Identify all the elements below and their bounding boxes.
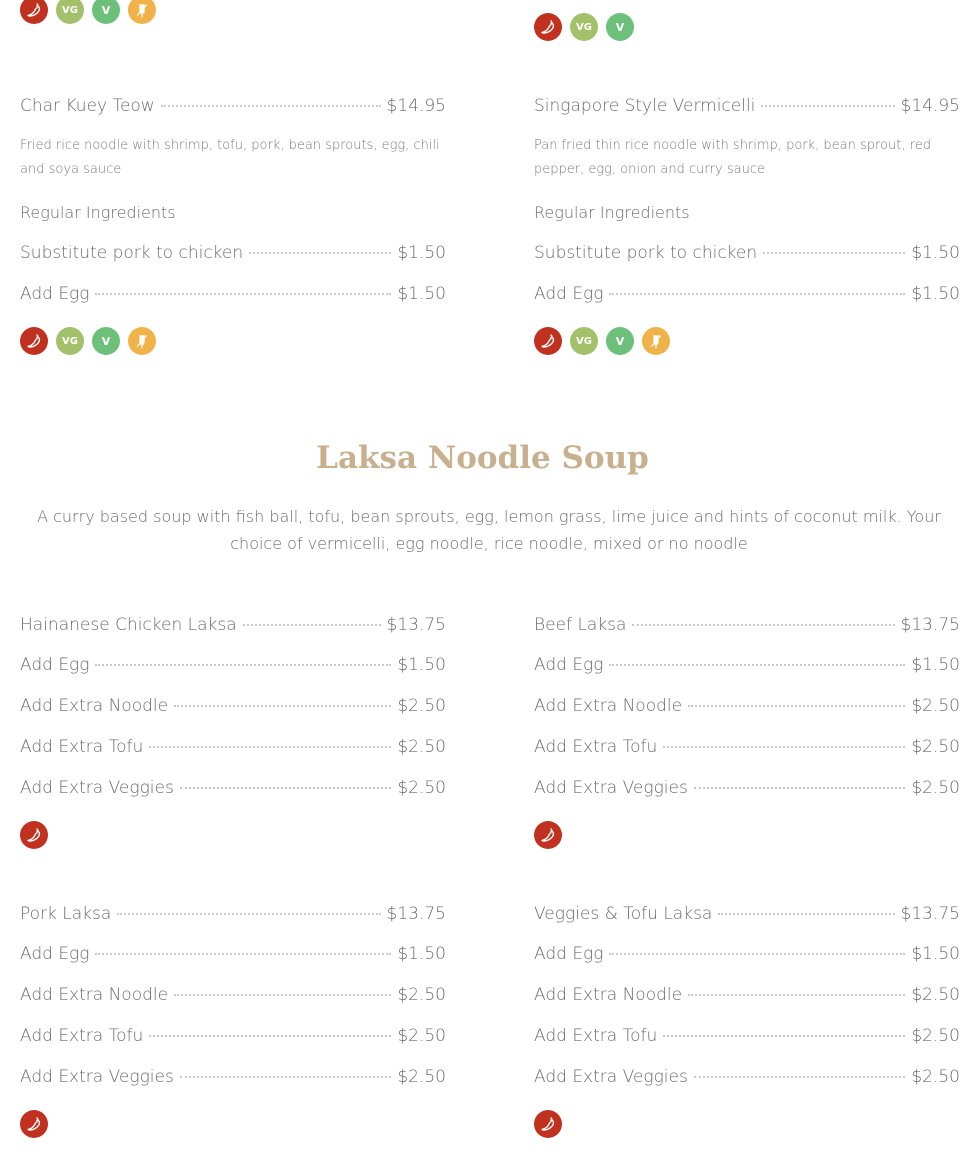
chili-icon	[534, 821, 562, 849]
item-description: Pan fried thin rice noodle with shrimp, pork, bean sprout, red pepper, egg, onion and curry sauce	[534, 138, 931, 177]
addon-name: Substitute pork to chicken	[20, 243, 244, 263]
addon-row	[534, 1067, 960, 1091]
menu-item-singapore-vermicelli	[534, 96, 960, 120]
section-description: A curry based soup with fish ball, tofu, bean sprouts, egg, lemon grass, lime juice and hints of coconut milk. Your choice of vermicelli, egg noodle, rice noodle, mixed or no noodle	[37, 507, 941, 553]
dot-leader	[609, 293, 905, 295]
addon-price: $1.50	[911, 284, 960, 304]
addon-row	[534, 696, 960, 720]
addon-price: $2.50	[397, 1026, 446, 1046]
addon-price: $2.50	[911, 778, 960, 798]
vegetarian-icon: V	[92, 0, 120, 24]
dietary-icons-top-right	[534, 13, 634, 41]
addon-row	[20, 985, 446, 1009]
item-price: $13.75	[900, 904, 960, 924]
addon-price: $2.50	[911, 696, 960, 716]
dot-leader	[694, 1076, 906, 1078]
dietary-icons	[534, 1110, 562, 1138]
addon-name: Add Extra Veggies	[534, 1067, 688, 1087]
dot-leader	[174, 994, 391, 996]
addon-row	[534, 1026, 960, 1050]
addon-name: Add Extra Tofu	[534, 1026, 658, 1046]
item-name: Char Kuey Teow	[20, 96, 155, 116]
addon-row	[20, 655, 446, 679]
dot-leader	[161, 105, 381, 107]
addon-name: Add Extra Noodle	[534, 696, 683, 716]
addon-row	[534, 243, 960, 267]
dot-leader	[663, 1035, 905, 1037]
addon-price: $2.50	[911, 737, 960, 757]
addon-name: Add Extra Veggies	[534, 778, 688, 798]
menu-item-char-kuey-teow	[20, 96, 446, 120]
vegan-icon: VG	[56, 327, 84, 355]
dot-leader	[117, 913, 380, 915]
addon-price: $1.50	[397, 243, 446, 263]
gluten-free-icon	[642, 327, 670, 355]
dot-leader	[609, 664, 905, 666]
dietary-icons	[534, 821, 562, 849]
item-name: Hainanese Chicken Laksa	[20, 615, 237, 635]
item-name: Singapore Style Vermicelli	[534, 96, 756, 116]
item-price: $14.95	[386, 96, 446, 116]
addon-name: Add Extra Noodle	[534, 985, 683, 1005]
addon-price: $1.50	[397, 944, 446, 964]
addon-price: $2.50	[911, 985, 960, 1005]
addon-price: $1.50	[911, 655, 960, 675]
addon-name: Add Extra Tofu	[20, 737, 144, 757]
vegan-icon: VG	[56, 0, 84, 24]
chili-icon	[534, 327, 562, 355]
addon-row	[534, 944, 960, 968]
dot-leader	[632, 624, 894, 626]
vegetarian-icon: V	[92, 327, 120, 355]
addon-row	[534, 778, 960, 802]
chili-icon	[534, 13, 562, 41]
addon-name: Add Extra Veggies	[20, 1067, 174, 1087]
addon-price: $1.50	[911, 243, 960, 263]
chili-icon	[20, 327, 48, 355]
dot-leader	[609, 953, 905, 955]
addon-name: Add Extra Tofu	[534, 737, 658, 757]
dietary-icons	[20, 821, 48, 849]
dot-leader	[95, 953, 391, 955]
section-title: Laksa Noodle Soup	[316, 440, 649, 476]
item-price: $13.75	[900, 615, 960, 635]
dot-leader	[95, 664, 391, 666]
dietary-icons	[20, 327, 156, 355]
vegetarian-icon: V	[606, 327, 634, 355]
dot-leader	[95, 293, 391, 295]
menu-item-pork-laksa	[20, 904, 446, 928]
addon-price: $2.50	[397, 696, 446, 716]
item-price: $13.75	[386, 904, 446, 924]
dot-leader	[688, 994, 905, 996]
addon-name: Add Egg	[534, 284, 604, 304]
addon-price: $2.50	[911, 1026, 960, 1046]
vegan-icon: VG	[570, 13, 598, 41]
addon-row	[20, 737, 446, 761]
vegan-icon: VG	[570, 327, 598, 355]
menu-item-veggies-tofu-laksa	[534, 904, 960, 928]
addon-row	[20, 1067, 446, 1091]
addon-row	[534, 737, 960, 761]
dietary-icons-top-left	[20, 0, 156, 24]
addon-name: Add Egg	[534, 655, 604, 675]
addon-price: $2.50	[397, 1067, 446, 1087]
addon-row	[20, 944, 446, 968]
gluten-free-icon	[128, 327, 156, 355]
menu-item-beef-laksa	[534, 615, 960, 639]
addon-row	[534, 655, 960, 679]
chili-icon	[20, 0, 48, 24]
addon-price: $1.50	[397, 284, 446, 304]
dot-leader	[149, 746, 391, 748]
chili-icon	[20, 1110, 48, 1138]
addon-price: $2.50	[397, 737, 446, 757]
dot-leader	[180, 787, 392, 789]
addon-name: Add Extra Noodle	[20, 696, 169, 716]
addon-price: $1.50	[397, 655, 446, 675]
item-name: Pork Laksa	[20, 904, 112, 924]
addon-name: Add Egg	[20, 284, 90, 304]
addon-row	[20, 284, 446, 308]
item-price: $13.75	[386, 615, 446, 635]
addon-name: Substitute pork to chicken	[534, 243, 758, 263]
addon-name: Add Extra Veggies	[20, 778, 174, 798]
addon-row	[20, 1026, 446, 1050]
dot-leader	[243, 624, 381, 626]
dot-leader	[149, 1035, 391, 1037]
addon-name: Add Egg	[20, 655, 90, 675]
regular-ingredients-heading: Regular Ingredients	[534, 203, 690, 222]
addon-name: Add Extra Tofu	[20, 1026, 144, 1046]
dot-leader	[688, 705, 905, 707]
addon-row	[534, 284, 960, 308]
addon-row	[20, 778, 446, 802]
chili-icon	[20, 821, 48, 849]
dot-leader	[249, 252, 391, 254]
addon-price: $2.50	[397, 985, 446, 1005]
dot-leader	[180, 1076, 392, 1078]
addon-row	[534, 985, 960, 1009]
dot-leader	[718, 913, 894, 915]
dot-leader	[174, 705, 391, 707]
addon-price: $1.50	[911, 944, 960, 964]
dot-leader	[763, 252, 905, 254]
item-name: Veggies & Tofu Laksa	[534, 904, 713, 924]
dot-leader	[694, 787, 906, 789]
dot-leader	[761, 105, 894, 107]
item-description: Fried rice noodle with shrimp, tofu, pork, bean sprouts, egg, chili and soya sauce	[20, 138, 440, 177]
addon-row	[20, 243, 446, 267]
menu-item-hainanese-chicken-laksa	[20, 615, 446, 639]
addon-name: Add Egg	[534, 944, 604, 964]
gluten-free-icon	[128, 0, 156, 24]
dietary-icons	[534, 327, 670, 355]
dot-leader	[663, 746, 905, 748]
addon-name: Add Egg	[20, 944, 90, 964]
addon-name: Add Extra Noodle	[20, 985, 169, 1005]
regular-ingredients-heading: Regular Ingredients	[20, 203, 176, 222]
vegetarian-icon: V	[606, 13, 634, 41]
item-price: $14.95	[900, 96, 960, 116]
chili-icon	[534, 1110, 562, 1138]
addon-row	[20, 696, 446, 720]
addon-price: $2.50	[911, 1067, 960, 1087]
dietary-icons	[20, 1110, 48, 1138]
addon-price: $2.50	[397, 778, 446, 798]
item-name: Beef Laksa	[534, 615, 627, 635]
